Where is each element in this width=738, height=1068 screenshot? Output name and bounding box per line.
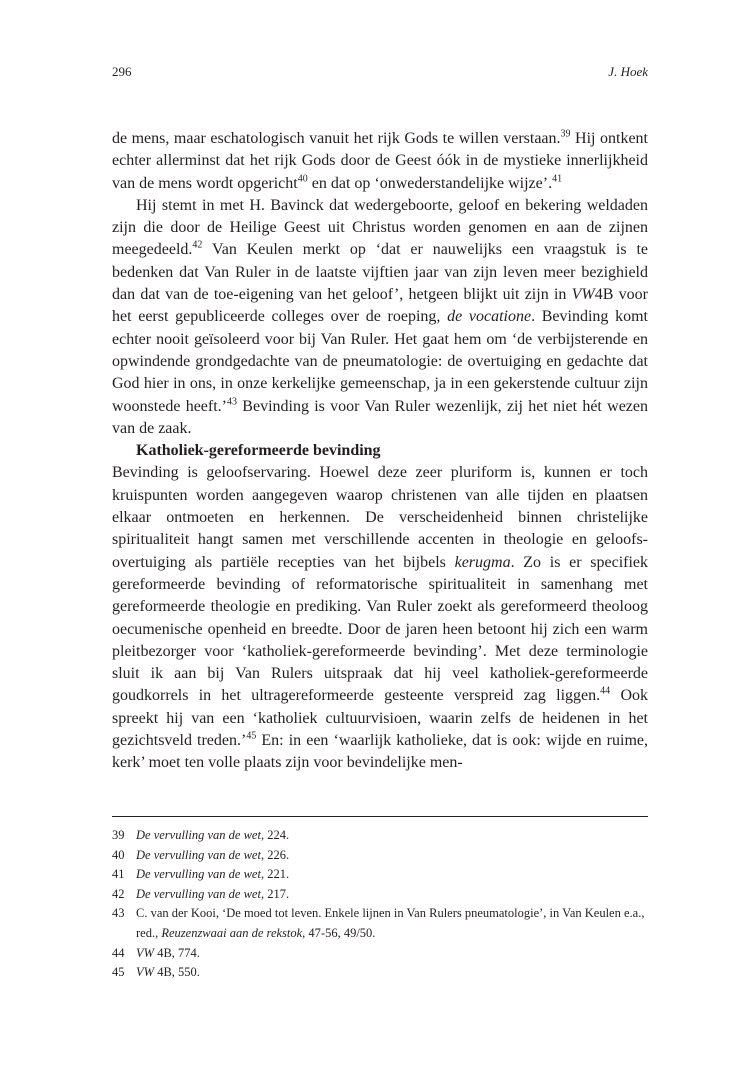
- italic-run: kerugma: [454, 553, 511, 571]
- footnote-text: C. van der Kooi, ‘De moed tot leven. Enkele lijnen in Van Rulers pneumatologie’, in Van Keulen e.a., red.,: [136, 906, 645, 940]
- italic-run: de vocatione: [447, 308, 532, 326]
- text-run: Hij stemt in met H. Bavinck dat wedergeboorte, geloof en bekering weldaden zijn die door de Heilige Geest uit Christus worden genomen en aan de zijnen meegedeeld.: [112, 196, 648, 259]
- footnote-number: 43: [112, 906, 125, 921]
- footnote-text: , 221.: [260, 867, 290, 882]
- footnote-ref-40: 40: [297, 173, 308, 185]
- footnote-text: 4B, 550.: [154, 965, 200, 980]
- footnotes: [112, 826, 648, 983]
- footnote-45: [112, 963, 648, 983]
- footnote-40: [112, 846, 648, 866]
- footnote-41: [112, 865, 648, 885]
- text-run: Bevinding is voor Van Ruler wezenlijk, zij het niet hét wezen van de zaak.: [112, 397, 649, 437]
- italic-run: VW: [571, 286, 595, 304]
- footnote-title: Reuzenzwaai aan de rekstok,: [161, 925, 306, 940]
- footnote-ref-41: 41: [552, 173, 563, 185]
- text-run: Bevinding is geloofservaring. Hoewel deze zeer pluriform is, kunnen er toch kruispunten worden aangegeven waarop christenen van alle tijden en plaatsen elkaar ontmoeten en herkennen. De verscheidenheid binnen christelijke spiritualiteit hangt samen met verschillende accenten in theologie en geloofsovertuiging als partiële recepties van het bijbels: [112, 464, 648, 571]
- footnote-ref-44: 44: [600, 686, 611, 698]
- running-head: [112, 64, 648, 84]
- body-text: [112, 128, 648, 775]
- section-heading: Katholiek-gereformeerde bevinding: [136, 442, 381, 460]
- footnote-ref-42: 42: [192, 240, 203, 252]
- footnote-ref-39: 39: [560, 128, 571, 140]
- footnote-text: , 217.: [260, 886, 290, 901]
- footnote-number: 42: [112, 886, 125, 901]
- footnote-number: 44: [112, 945, 125, 960]
- footnote-42: [112, 885, 648, 905]
- footnote-title: VW: [136, 965, 155, 980]
- text-run: Van Keulen merkt op ‘dat er nauwelijks een vraagstuk is te bedenken dat Van Ruler in de laatste vijftien jaar van zijn leven meer bezighield dan dat van de toe-eigening van het geloof’, hetgeen blijkt uit zijn in: [112, 241, 648, 304]
- page-number: 296: [112, 64, 132, 79]
- footnote-title: De vervulling van de wet: [136, 828, 261, 842]
- footnote-ref-45: 45: [246, 730, 257, 742]
- text-run: . Zo is er specifiek gereformeerde bevinding of reformatorische spiritualiteit in samenhang met gereformeerde theologie en prediking. Van Ruler zoekt als gereformeerd theoloog oecumenische openheid en breedte. Door de jaren heen betoont hij zich een warm pleitbezorger voor ‘katholiek-gereformeerde bevinding’. Met deze terminologie sluit ik aan bij Van Rulers uitspraak dat hij veel katholiek-gereformeerde goudkorrels in het ultragereformeerde gesteente verspreid zag liggen.: [112, 553, 649, 705]
- footnote-number: 39: [112, 828, 125, 842]
- text-run: en dat op ‘onwederstandelijke wijze’.: [307, 174, 553, 192]
- footnote-text: 47-56, 49/50.: [305, 925, 376, 940]
- paragraph-3: [112, 462, 648, 774]
- footnote-text: , 226.: [260, 847, 290, 862]
- footnote-43: [112, 904, 648, 943]
- text-run: . Bevinding komt echter nooit geïsoleerd voor bij Van Ruler. Het gaat hem om ‘de verbijsterende en opwindende grondgedachte van de pneumatologie: de overtuiging en gedachte dat God hier in ons, in onze kerkelijke gemeenschap, ja in een gekerstende cultuur zijn woonstede heeft.’: [112, 308, 648, 415]
- footnote-title: VW: [136, 945, 155, 960]
- footnote-text: 4B, 774.: [154, 945, 200, 960]
- footnote-39: [112, 826, 648, 846]
- text-run: Hij ontkent echter allerminst dat het rijk Gods door de Geest óók in de mystieke innerlijkheid van de mens wordt opgericht: [112, 130, 649, 192]
- text-run: En: in een ‘waarlijk katholieke, dat is ook: wijde en ruime, kerk’ moet ten volle plaats zijn voor bevindelijke men-: [112, 732, 648, 772]
- footnote-title: De vervulling van de wet: [136, 847, 261, 862]
- running-head-author: J. Hoek: [608, 64, 648, 79]
- footnote-title: De vervulling van de wet: [136, 886, 261, 901]
- footnote-number: 45: [112, 965, 125, 980]
- text-run: de mens, maar eschatologisch vanuit het rijk Gods te willen verstaan.: [112, 130, 561, 147]
- footnote-number: 40: [112, 847, 125, 862]
- footnote-title: De vervulling van de wet: [136, 867, 261, 882]
- footnote-divider: [112, 816, 648, 817]
- paragraph-1: [112, 128, 648, 195]
- footnote-44: [112, 944, 648, 964]
- paragraph-2: [112, 195, 648, 440]
- footnote-number: 41: [112, 867, 125, 882]
- text-run: 4B voor het eerst gepubliceerde colleges over de roeping,: [112, 286, 648, 326]
- footnote-ref-43: 43: [227, 396, 238, 408]
- text-run: Ook spreekt hij van een ‘katholiek cultuurvisioen, waarin zelfs de heidenen in het gezichtsveld treden.’: [112, 687, 648, 750]
- footnote-text: , 224.: [260, 828, 290, 842]
